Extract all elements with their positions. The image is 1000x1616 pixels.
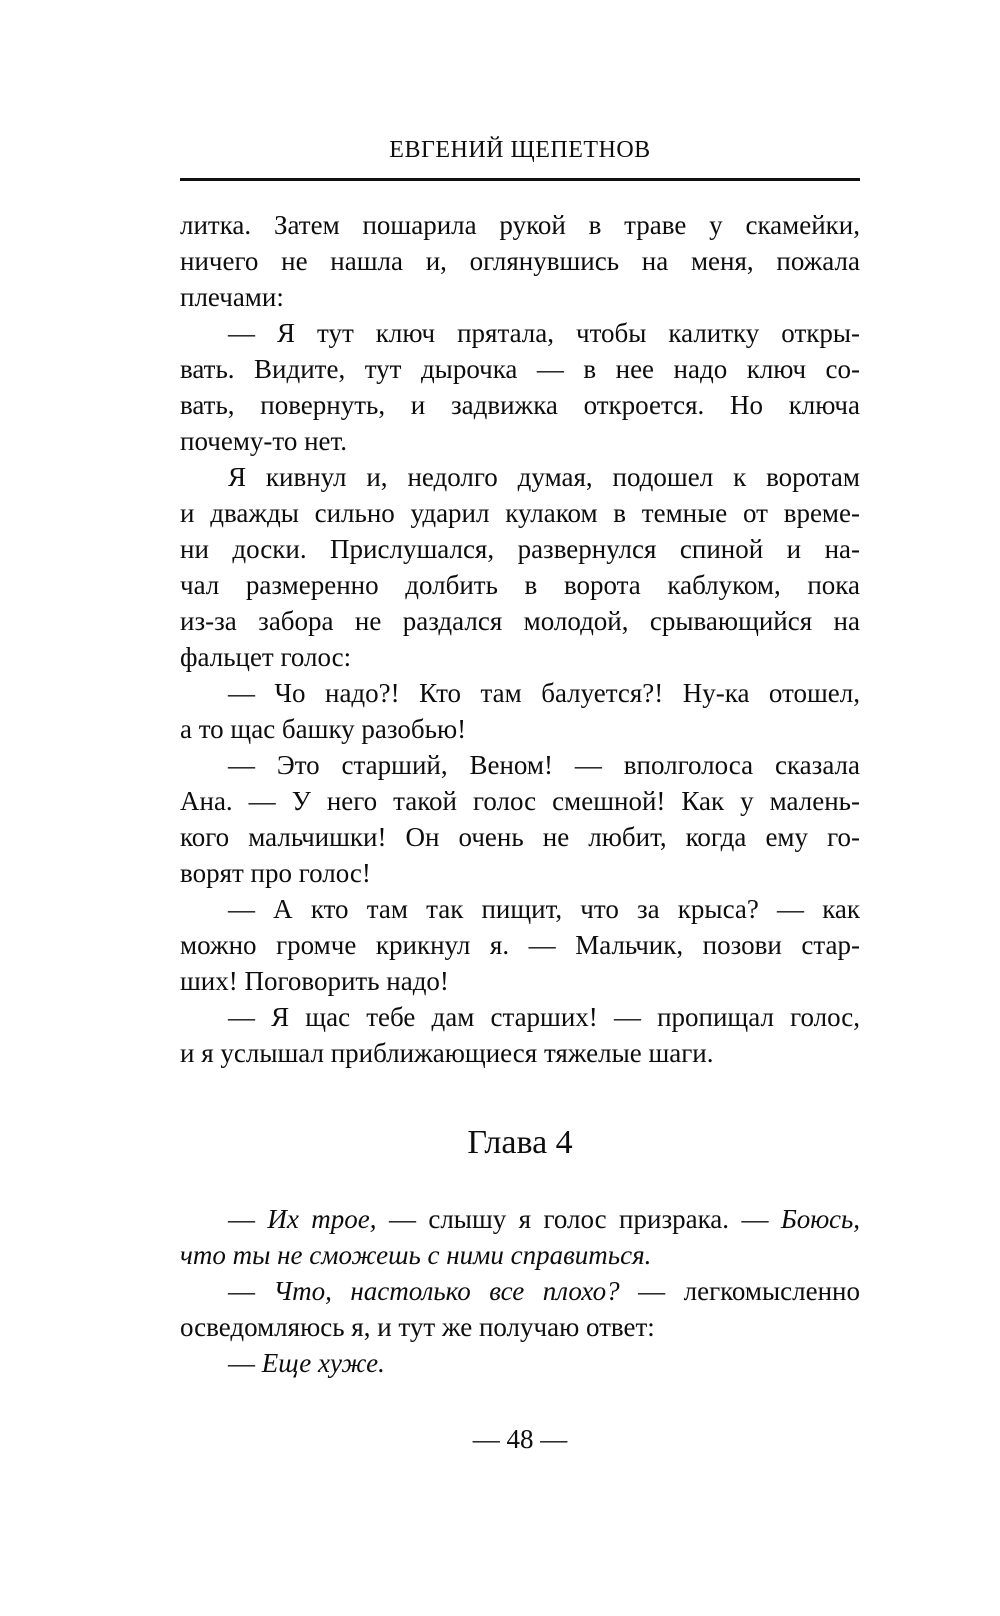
text-segment: — (228, 1348, 262, 1378)
text-segment: вать. Видите, тут дырочка — в нее надо ключ со- (180, 354, 860, 384)
text-line (180, 603, 860, 639)
text-segment: плечами: (180, 282, 284, 312)
text-line (180, 1273, 860, 1309)
text-line (180, 855, 860, 891)
italic-text-segment: Что, настолько все плохо? (273, 1276, 620, 1306)
header-rule (180, 178, 860, 181)
page-number: — 48 — (472, 1424, 568, 1454)
text-line (180, 1237, 860, 1273)
running-header-author: ЕВГЕНИЙ ЩЕПЕТНОВ (389, 137, 651, 163)
text-segment: вать, повернуть, и задвижка откроется. Но ключа (180, 390, 860, 420)
text-line (180, 1201, 860, 1237)
text-segment: — Я щас тебе дам старших! — пропищал голос, (228, 1002, 860, 1032)
text-line (180, 387, 860, 423)
text-segment: фальцет голос: (180, 642, 352, 672)
text-segment: кого мальчишки! Он очень не любит, когда ему го- (180, 822, 860, 852)
text-line (180, 675, 860, 711)
text-segment: Ана. — У него такой голос смешной! Как у малень- (180, 786, 860, 816)
text-segment: осведомляюсь я, и тут же получаю ответ: (180, 1312, 655, 1342)
text-line (180, 495, 860, 531)
text-segment: — легкомысленно (619, 1276, 860, 1306)
text-line (180, 639, 860, 675)
text-line (180, 747, 860, 783)
text-segment: — А кто там так пищит, что за крыса? — как (228, 894, 860, 924)
text-segment: — Чо надо?! Кто там балуется?! Ну-ка отошел, (228, 678, 860, 708)
text-segment: чал размеренно долбить в ворота каблуком, пока (180, 570, 860, 600)
text-line (180, 567, 860, 603)
page-content (180, 0, 860, 1457)
text-segment: — слышу я голос призрака. — (376, 1204, 781, 1234)
text-line (180, 927, 860, 963)
text-segment: а то щас башку разобью! (180, 714, 467, 744)
body-text (180, 207, 860, 1071)
text-line (180, 711, 860, 747)
text-line (180, 819, 860, 855)
text-segment: ничего не нашла и, оглянувшись на меня, пожала (180, 246, 860, 276)
text-segment: и я услышал приближающиеся тяжелые шаги. (180, 1038, 714, 1068)
text-line (180, 783, 860, 819)
italic-text-segment: что ты не сможешь с ними справиться. (180, 1240, 652, 1270)
text-line (180, 351, 860, 387)
text-segment: и дважды сильно ударил кулаком в темные от време- (180, 498, 860, 528)
text-line (180, 999, 860, 1035)
text-line (180, 963, 860, 999)
text-line (180, 1345, 860, 1381)
text-line (180, 315, 860, 351)
chapter-heading: Глава 4 (467, 1124, 573, 1161)
text-line (180, 531, 860, 567)
text-segment: ворят про голос! (180, 858, 371, 888)
text-segment: литка. Затем пошарила рукой в траве у скамейки, (180, 210, 860, 240)
text-line (180, 1035, 860, 1071)
text-segment: — (228, 1276, 274, 1306)
italic-text-segment: Их трое, (267, 1204, 377, 1234)
chapter-text (180, 1201, 860, 1381)
text-line (180, 423, 860, 459)
text-line (180, 1309, 860, 1345)
italic-text-segment: Еще хуже. (261, 1348, 385, 1378)
text-line (180, 207, 860, 243)
text-line (180, 891, 860, 927)
text-segment: из-за забора не раздался молодой, срывающийся на (180, 606, 860, 636)
text-line (180, 243, 860, 279)
text-segment: ни доски. Прислушался, развернулся спиной и на- (180, 534, 860, 564)
text-segment: Я кивнул и, недолго думая, подошел к воротам (228, 462, 860, 492)
text-segment: ших! Поговорить надо! (180, 966, 449, 996)
text-segment: — Я тут ключ прятала, чтобы калитку откры- (228, 318, 860, 348)
text-segment: можно громче крикнул я. — Мальчик, позови стар- (180, 930, 860, 960)
text-line (180, 459, 860, 495)
text-line (180, 279, 860, 315)
text-segment: — (228, 1204, 268, 1234)
text-segment: почему-то нет. (180, 426, 348, 456)
text-segment: — Это старший, Веном! — вполголоса сказала (228, 750, 860, 780)
italic-text-segment: Боюсь, (780, 1204, 860, 1234)
